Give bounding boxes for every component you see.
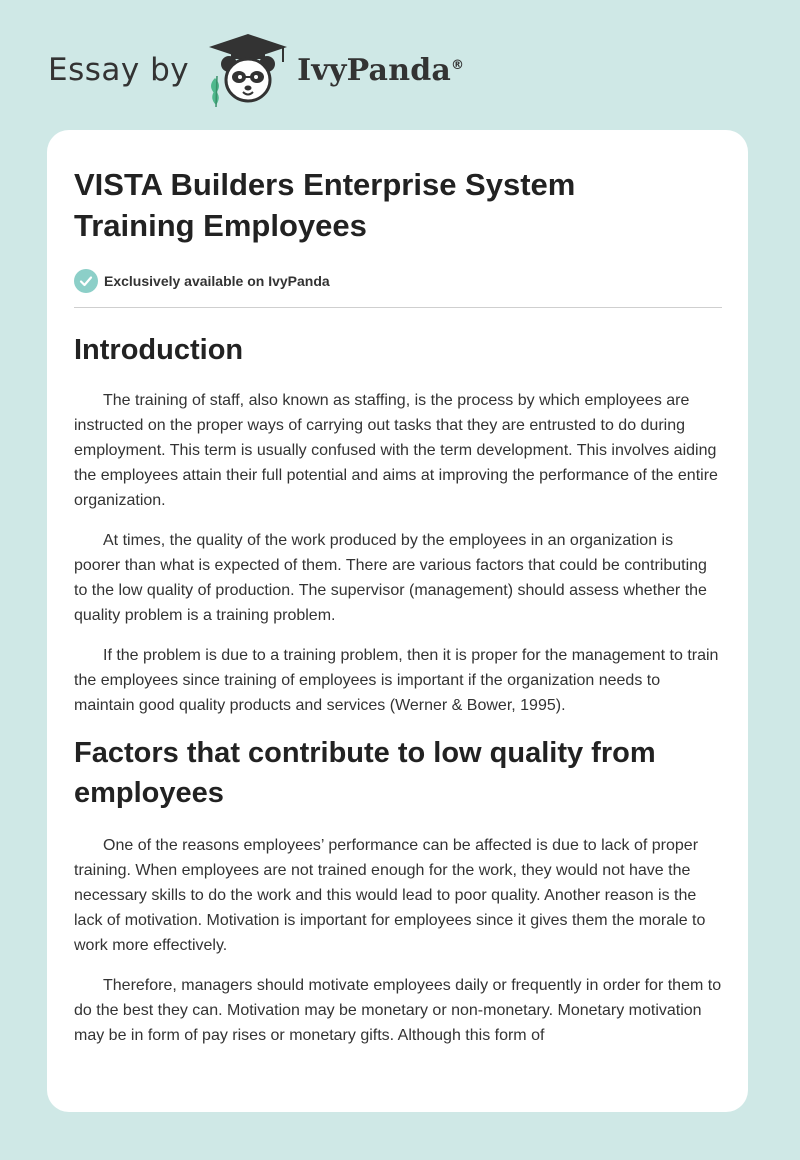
section-heading-introduction: Introduction — [74, 334, 244, 366]
page-title: VISTA Builders Enterprise System Training Employees — [74, 167, 576, 243]
check-icon — [74, 269, 98, 293]
essay-by-label: Essay by — [48, 52, 190, 88]
exclusive-badge — [74, 268, 722, 294]
essay-content — [74, 164, 722, 1063]
essay-card — [47, 130, 748, 1112]
panda-logo-icon[interactable] — [203, 32, 293, 108]
section-heading-factors: Factors that contribute to low quality from employees — [74, 737, 656, 809]
paragraph: One of the reasons employees’ performance can be affected is due to lack of proper training. When employees are not trained enough for the work, they would not have the necessary skills to do the work and this would lead to poor quality. Another reason is the lack of motivation. Motivation is important for employees since it gives them the morale to work more effectively. — [74, 837, 706, 954]
exclusive-label: Exclusively available on IvyPanda — [104, 273, 330, 289]
paragraph: At times, the quality of the work produced by the employees in an organization is poorer than what is expected of them. There are various factors that could be contributing to the low quality of production. The supervisor (management) should assess whether the quality problem is a training problem. — [74, 532, 707, 624]
brand-name[interactable]: IvyPanda® — [297, 52, 465, 88]
paragraph: If the problem is due to a training problem, then it is proper for the management to train the employees since training of employees is important if the organization needs to maintain good quality products and services (Werner & Bower, 1995). — [74, 647, 719, 714]
paragraph: The training of staff, also known as staffing, is the process by which employees are instructed on the proper ways of carrying out tasks that they are entrusted to do during employment. This term is usually confused with the term development. This involves aiding the employees attain their full potential and aims at improving the performance of the entire organization. — [74, 392, 718, 509]
registered-mark: ® — [451, 57, 465, 73]
divider — [74, 307, 722, 308]
paragraph: Therefore, managers should motivate employees daily or frequently in order for them to do the best they can. Motivation may be monetary or non-monetary. Monetary motivation may be in form of pay rises or monetary gifts. Although this form of — [74, 977, 722, 1044]
site-header — [48, 30, 548, 110]
